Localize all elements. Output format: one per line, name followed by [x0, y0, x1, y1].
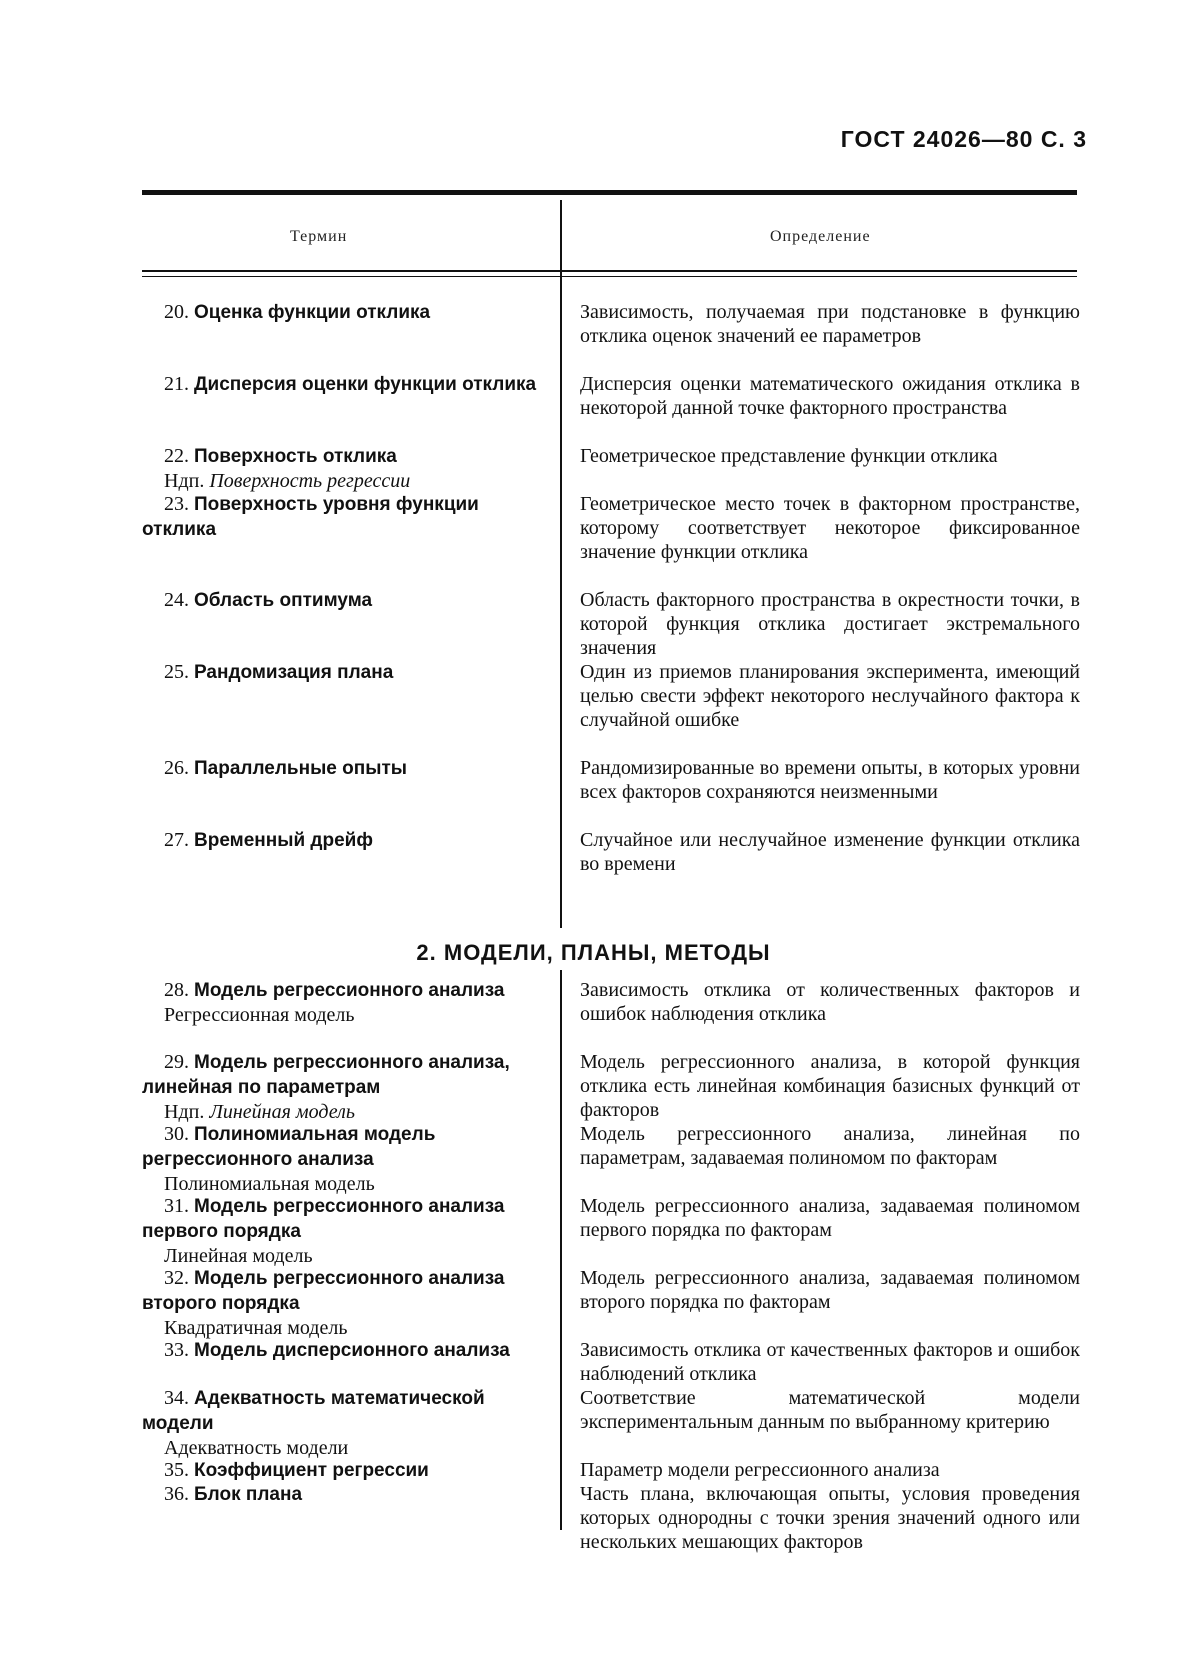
term-26: 26. Параллельные опыты — [164, 757, 407, 779]
definition-34: Соответствие математической модели экспериментальным данным по выбранному критерию — [580, 1387, 1080, 1433]
term-32: 32. Модель регрессионного анализа второго порядка Квадратичная модель — [142, 1267, 505, 1339]
term-28: 28. Модель регрессионного анализа Регрессионная модель — [164, 979, 505, 1026]
term-30: 30. Полиномиальная модель регрессионного анализа Полиномиальная модель — [142, 1123, 436, 1195]
term-36: 36. Блок плана — [164, 1483, 303, 1505]
definition-20: Зависимость, получаемая при подстановке в функцию отклика оценок значений ее параметров — [580, 301, 1080, 347]
definition-27: Случайное или неслучайное изменение функции отклика во времени — [580, 829, 1080, 875]
term-23: 23. Поверхность уровня функции отклика — [142, 493, 479, 540]
definition-29: Модель регрессионного анализа, в которой функция отклика есть линейная комбинация базисных функций от факторов — [580, 1051, 1080, 1121]
term-31: 31. Модель регрессионного анализа первого порядка Линейная модель — [142, 1195, 505, 1267]
term-25: 25. Рандомизация плана — [164, 661, 394, 683]
definition-24: Область факторного пространства в окрестности точки, в которой функция отклика достигает экстремального значения — [580, 589, 1080, 659]
definition-28: Зависимость отклика от количественных факторов и ошибок наблюдения отклика — [580, 979, 1080, 1025]
definition-33: Зависимость отклика от качественных факторов и ошибок наблюдений отклика — [580, 1339, 1080, 1385]
section-title: 2. МОДЕЛИ, ПЛАНЫ, МЕТОДЫ — [416, 940, 771, 965]
term-21: 21. Дисперсия оценки функции отклика — [164, 373, 537, 395]
term-34: 34. Адекватность математической модели Адекватность модели — [142, 1387, 485, 1459]
table-header-rule — [142, 270, 1077, 272]
definition-26: Рандомизированные во времени опыты, в которых уровни всех факторов сохраняются неизменными — [580, 757, 1080, 803]
definition-30: Модель регрессионного анализа, линейная по параметрам, задаваемая полиномом по факторам — [580, 1123, 1080, 1169]
term-29: 29. Модель регрессионного анализа, линейная по параметрам Ндп. Линейная модель — [142, 1051, 510, 1123]
table-top-rule — [142, 190, 1077, 195]
definition-36: Часть плана, включающая опыты, условия проведения которых однородны с точки зрения значений одного или нескольких мешающих факторов — [580, 1483, 1080, 1553]
table-header-rule-secondary — [142, 276, 1077, 277]
column-divider-section2 — [560, 970, 562, 1530]
definition-32: Модель регрессионного анализа, задаваемая полиномом второго порядка по факторам — [580, 1267, 1080, 1313]
page-header: ГОСТ 24026—80 С. 3 — [840, 126, 1087, 152]
term-22: 22. Поверхность отклика Ндп. Поверхность регрессии — [164, 445, 411, 492]
term-35: 35. Коэффициент регрессии — [164, 1459, 429, 1481]
definition-25: Один из приемов планирования эксперимента, имеющий целью свести эффект некоторого неслучайного фактора к случайной ошибке — [580, 661, 1080, 731]
term-20: 20. Оценка функции отклика — [164, 301, 431, 323]
term-27: 27. Временный дрейф — [164, 829, 373, 851]
column-header-definition: Определение — [770, 228, 871, 245]
definition-21: Дисперсия оценки математического ожидания отклика в некоторой данной точке факторного пространства — [580, 373, 1080, 419]
column-header-term: Термин — [290, 228, 348, 245]
term-24: 24. Область оптимума — [164, 589, 373, 611]
term-33: 33. Модель дисперсионного анализа — [164, 1339, 510, 1361]
definition-35: Параметр модели регрессионного анализа — [580, 1459, 940, 1481]
definition-22: Геометрическое представление функции отклика — [580, 445, 998, 467]
column-divider-section1 — [560, 200, 562, 928]
definition-31: Модель регрессионного анализа, задаваемая полиномом первого порядка по факторам — [580, 1195, 1080, 1241]
definition-23: Геометрическое место точек в факторном пространстве, которому соответствует некоторое фиксированное значение функции отклика — [580, 493, 1080, 563]
